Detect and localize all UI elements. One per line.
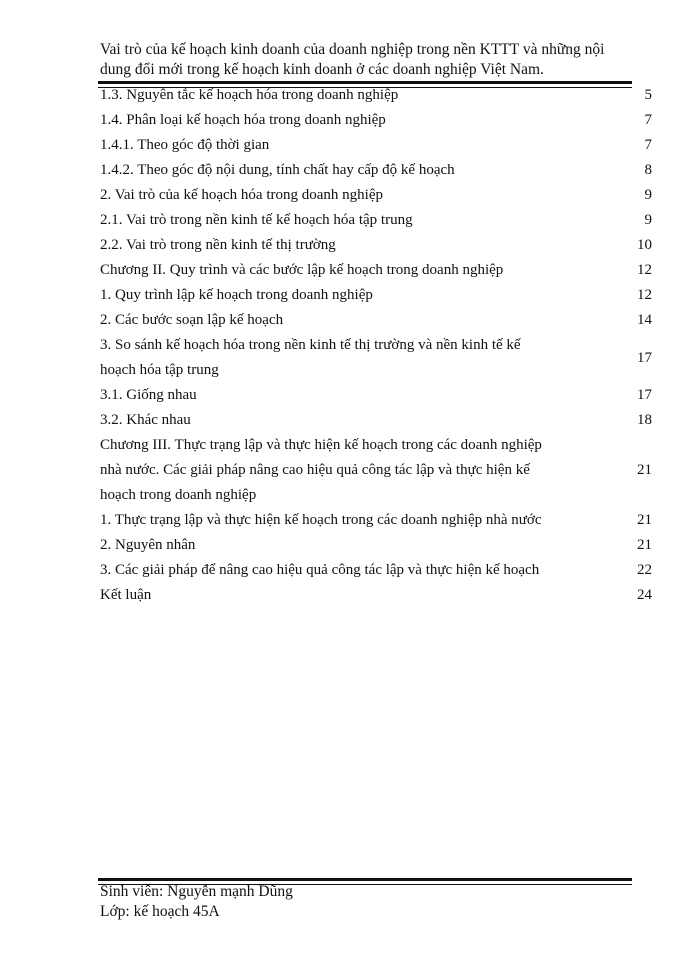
toc-entry-title bbox=[100, 583, 612, 608]
toc-entry-title-line: Kết luận bbox=[100, 587, 152, 603]
page-footer bbox=[100, 882, 632, 922]
toc-entry-page: 17 bbox=[637, 349, 652, 366]
toc-entry-title bbox=[100, 383, 612, 408]
toc-entry-title-line: Chương II. Quy trình và các bước lập kế hoạch trong doanh nghiệp bbox=[100, 262, 504, 278]
toc-entry[interactable] bbox=[100, 383, 652, 408]
toc-entry[interactable] bbox=[100, 533, 652, 558]
toc-entry-title bbox=[100, 308, 612, 333]
header-line-1: Vai trò của kế hoạch kinh doanh của doanh nghiệp trong nền KTTT và những nội bbox=[100, 41, 605, 58]
toc-entry-title bbox=[100, 208, 612, 233]
toc-entry[interactable] bbox=[100, 183, 652, 208]
toc-entry-title-line: 2.1. Vai trò trong nền kinh tế kế hoạch hóa tập trung bbox=[100, 212, 413, 228]
toc-entry-page: 7 bbox=[644, 137, 652, 153]
toc-entry-page: 22 bbox=[637, 562, 652, 578]
toc-entry-title-line: Chương III. Thực trạng lập và thực hiện kế hoạch trong các doanh nghiệp bbox=[100, 437, 542, 453]
toc-entry-title bbox=[100, 508, 612, 533]
toc-entry-title bbox=[100, 233, 612, 258]
toc-entry[interactable] bbox=[100, 308, 652, 333]
toc-entry-title bbox=[100, 83, 612, 108]
toc-entry[interactable] bbox=[100, 508, 652, 533]
toc-entry-page: 12 bbox=[637, 287, 652, 303]
toc-entry[interactable] bbox=[100, 558, 652, 583]
toc-entry-title bbox=[100, 108, 612, 133]
toc-entry-title-line: 2. Các bước soạn lập kế hoạch bbox=[100, 312, 284, 328]
toc-entry[interactable] bbox=[100, 133, 652, 158]
toc-entry[interactable] bbox=[100, 108, 652, 133]
toc-entry[interactable] bbox=[100, 258, 652, 283]
toc-entry-title bbox=[100, 558, 612, 583]
toc-entry[interactable] bbox=[100, 158, 652, 183]
toc-entry[interactable] bbox=[100, 333, 652, 383]
toc-entry-page: 7 bbox=[644, 112, 652, 128]
toc-entry-page: 12 bbox=[637, 262, 652, 278]
toc-entry-title-line: 2. Nguyên nhân bbox=[100, 537, 196, 553]
toc-entry-title bbox=[100, 158, 612, 183]
toc-entry-page: 21 bbox=[637, 512, 652, 528]
toc-entry-page: 10 bbox=[637, 237, 652, 253]
toc-entry-title-line: 3. Các giải pháp để nâng cao hiệu quả công tác lập và thực hiện kế hoạch bbox=[100, 562, 540, 578]
student-name: Sinh viên: Nguyễn mạnh Dũng bbox=[100, 883, 293, 900]
toc-entry-title bbox=[100, 433, 612, 508]
toc-entry-page: 14 bbox=[637, 312, 652, 328]
toc-entry-title-line: 1.4.2. Theo góc độ nội dung, tính chất hay cấp độ kế hoạch bbox=[100, 162, 455, 178]
toc-entry-title bbox=[100, 333, 612, 383]
toc-entry-title-line: 3. So sánh kế hoạch hóa trong nền kinh tế thị trường và nền kinh tế kế bbox=[100, 337, 521, 353]
class-name: Lớp: kế hoạch 45A bbox=[100, 903, 220, 920]
toc-entry-page: 8 bbox=[644, 162, 652, 178]
toc-entry-page: 9 bbox=[644, 212, 652, 228]
toc-entry[interactable] bbox=[100, 283, 652, 308]
toc-entry-title bbox=[100, 258, 612, 283]
toc-entry-title-line: 1.4.1. Theo góc độ thời gian bbox=[100, 137, 270, 153]
toc-entry-title-line: 2. Vai trò của kế hoạch hóa trong doanh nghiệp bbox=[100, 187, 383, 203]
toc-entry-title-line: 2.2. Vai trò trong nền kinh tế thị trường bbox=[100, 237, 336, 253]
toc-entry[interactable] bbox=[100, 433, 652, 508]
toc-entry-page: 24 bbox=[637, 587, 652, 603]
toc-entry-title-line: 1.3. Nguyên tắc kế hoạch hóa trong doanh nghiệp bbox=[100, 87, 399, 103]
toc-entry-title bbox=[100, 408, 612, 433]
toc-entry-title-line: 1.4. Phân loại kế hoạch hóa trong doanh nghiệp bbox=[100, 112, 386, 128]
toc-entry[interactable] bbox=[100, 208, 652, 233]
toc-entry-title-line: nhà nước. Các giải pháp nâng cao hiệu quả công tác lập và thực hiện kế bbox=[100, 462, 530, 478]
toc-entry-page: 18 bbox=[637, 412, 652, 428]
toc-entry-title-line: 1. Quy trình lập kế hoạch trong doanh nghiệp bbox=[100, 287, 373, 303]
page-header bbox=[100, 40, 632, 80]
toc-entry[interactable] bbox=[100, 583, 652, 608]
toc-entry-title-line: 3.1. Giống nhau bbox=[100, 387, 197, 403]
table-of-contents bbox=[100, 83, 652, 608]
toc-entry[interactable] bbox=[100, 83, 652, 108]
toc-entry-page: 5 bbox=[644, 87, 652, 103]
toc-entry-title bbox=[100, 133, 612, 158]
toc-entry-page: 21 bbox=[637, 462, 652, 478]
toc-entry-page: 17 bbox=[637, 387, 652, 403]
toc-entry-title bbox=[100, 283, 612, 308]
toc-entry[interactable] bbox=[100, 233, 652, 258]
toc-entry-title bbox=[100, 183, 612, 208]
toc-entry-title-line: 3.2. Khác nhau bbox=[100, 412, 191, 428]
toc-entry-title-line: hoạch hóa tập trung bbox=[100, 362, 219, 378]
toc-entry-title-line: hoạch trong doanh nghiệp bbox=[100, 487, 257, 503]
toc-entry-page: 21 bbox=[637, 537, 652, 553]
toc-entry[interactable] bbox=[100, 408, 652, 433]
header-line-2: dung đổi mới trong kế hoạch kinh doanh ở các doanh nghiệp Việt Nam. bbox=[100, 61, 544, 78]
toc-entry-page: 9 bbox=[644, 187, 652, 203]
toc-entry-title-line: 1. Thực trạng lập và thực hiện kế hoạch trong các doanh nghiệp nhà nước bbox=[100, 512, 542, 528]
toc-entry-title bbox=[100, 533, 612, 558]
